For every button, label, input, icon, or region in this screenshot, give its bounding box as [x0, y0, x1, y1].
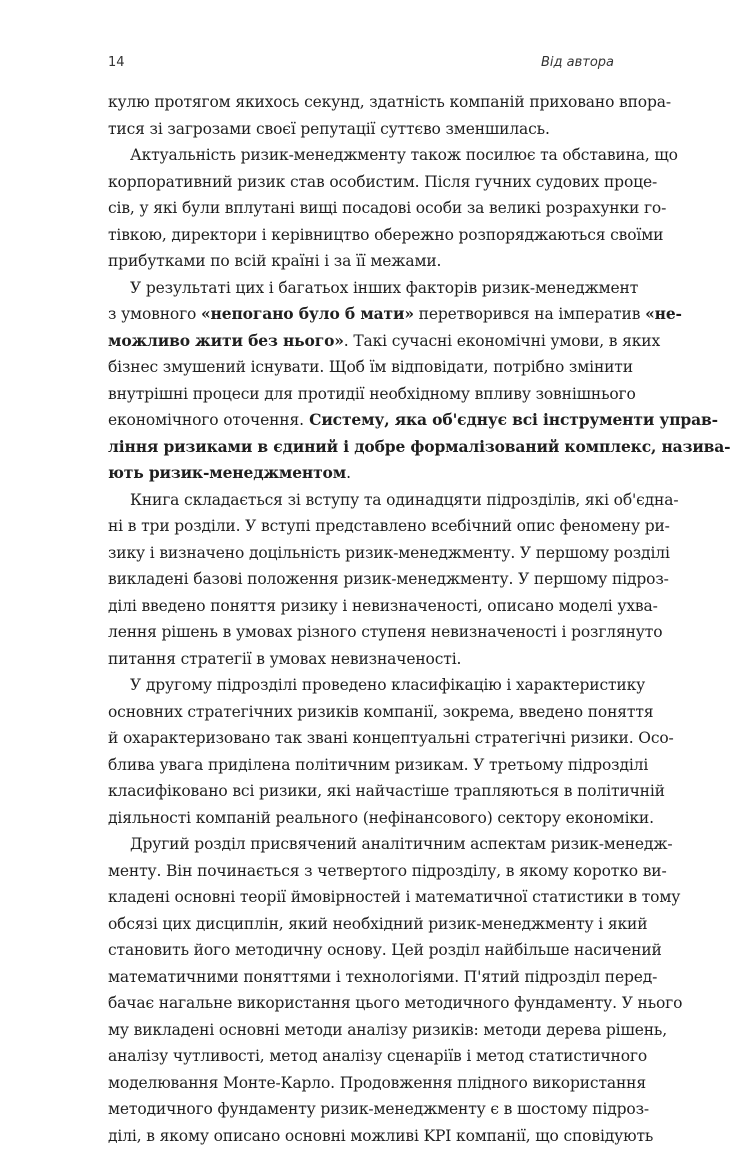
- text-line: лення рішень в умовах різного ступеня невизначеності і розглянуто: [108, 619, 614, 646]
- text-line: У другому підрозділі проведено класифікацію і характеристику: [108, 672, 614, 699]
- text-line: й охарактеризовано так звані концептуальні стратегічні ризики. Осо-: [108, 725, 614, 752]
- page-number: 14: [108, 55, 125, 70]
- text-line: можливо жити без нього». Такі сучасні економічні умови, в яких: [108, 328, 614, 355]
- text-line: ління ризиками в єдиний і добре формалізований комплекс, назива-: [108, 434, 614, 461]
- text-line: тися зі загрозами своєї репутації суттєво зменшилась.: [108, 116, 614, 143]
- text-line: менту. Він починається з четвертого підрозділу, в якому коротко ви-: [108, 858, 614, 885]
- text-line: му викладені основні методи аналізу ризиків: методи дерева рішень,: [108, 1017, 614, 1044]
- text-line: становить його методичну основу. Цей розділ найбільше насичений: [108, 937, 614, 964]
- running-header: [108, 55, 614, 77]
- text-line: методичного фундаменту ризик-менеджменту є в шостому підроз-: [108, 1096, 614, 1123]
- text-line: питання стратегії в умовах невизначеності.: [108, 646, 614, 673]
- text-line: викладені базові положення ризик-менеджменту. У першому підроз-: [108, 566, 614, 593]
- text-line: аналізу чутливості, метод аналізу сценаріїв і метод статистичного: [108, 1043, 614, 1070]
- text-line: моделювання Монте-Карло. Продовження плідного використання: [108, 1070, 614, 1097]
- text-line: Актуальність ризик-менеджменту також посилює та обставина, що: [108, 142, 614, 169]
- text-line: тівкою, директори і керівництво обережно розпоряджаються своїми: [108, 222, 614, 249]
- text-line: кладені основні теорії ймовірностей і математичної статистики в тому: [108, 884, 614, 911]
- text-line: блива увага приділена політичним ризикам. У третьому підрозділі: [108, 752, 614, 779]
- section-title: Від автора: [541, 55, 614, 70]
- text-line: класифіковано всі ризики, які найчастіше трапляються в політичній: [108, 778, 614, 805]
- text-line: математичними поняттями і технологіями. П'ятий підрозділ перед-: [108, 964, 614, 991]
- text-line: діяльності компаній реального (нефінансового) сектору економіки.: [108, 805, 614, 832]
- body-text: [108, 89, 614, 1149]
- text-line: з умовного «непогано було б мати» перетворився на імператив «не-: [108, 301, 614, 328]
- text-line: сів, у які були вплутані вищі посадові особи за великі розрахунки го-: [108, 195, 614, 222]
- text-line: обсязі цих дисциплін, який необхідний ризик-менеджменту і який: [108, 911, 614, 938]
- text-line: ділі введено поняття ризику і невизначеності, описано моделі ухва-: [108, 593, 614, 620]
- text-line: Книга складається зі вступу та одинадцяти підрозділів, які об'єдна-: [108, 487, 614, 514]
- text-line: зику і визначено доцільність ризик-менеджменту. У першому розділі: [108, 540, 614, 567]
- text-line: економічного оточення. Систему, яка об'єднує всі інструменти управ-: [108, 407, 614, 434]
- text-line: бачає нагальне використання цього методичного фундаменту. У нього: [108, 990, 614, 1017]
- text-line: внутрішні процеси для протидії необхідному впливу зовнішнього: [108, 381, 614, 408]
- text-line: ділі, в якому описано основні можливі KPI компанії, що сповідують: [108, 1123, 614, 1149]
- text-line: Другий розділ присвячений аналітичним аспектам ризик-менедж-: [108, 831, 614, 858]
- text-line: ють ризик-менеджментом.: [108, 460, 614, 487]
- text-line: бізнес змушений існувати. Щоб їм відповідати, потрібно змінити: [108, 354, 614, 381]
- text-line: ні в три розділи. У вступі представлено всебічний опис феномену ри-: [108, 513, 614, 540]
- text-line: кулю протягом якихось секунд, здатність компаній приховано впора-: [108, 89, 614, 116]
- text-line: прибутками по всій країні і за її межами.: [108, 248, 614, 275]
- text-line: корпоративний ризик став особистим. Після гучних судових проце-: [108, 169, 614, 196]
- text-line: основних стратегічних ризиків компанії, зокрема, введено поняття: [108, 699, 614, 726]
- text-line: У результаті цих і багатьох інших факторів ризик-менеджмент: [108, 275, 614, 302]
